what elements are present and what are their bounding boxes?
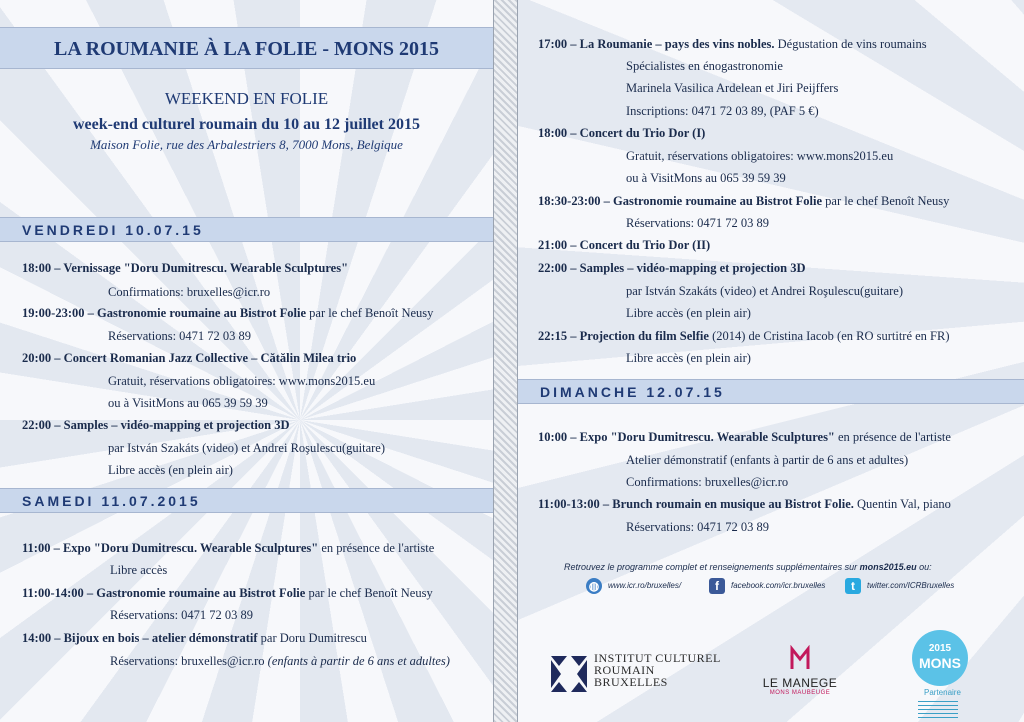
saturday-line-2-detail: Réservations: 0471 72 03 89 <box>110 608 254 622</box>
friday-line-4-detail-b: Libre accès (en plein air) <box>108 463 233 477</box>
facebook-icon: f <box>709 578 725 594</box>
friday-line-2-detail: Réservations: 0471 72 03 89 <box>108 329 252 343</box>
friday-line-3: 20:00 – Concert Romanian Jazz Collective – Cătălin Milea trio <box>22 351 357 365</box>
event-subtitle: week-end culturel roumain du 10 au 12 juillet 2015 <box>73 116 420 133</box>
saturday-line-2: 11:00-14:00 – Gastronomie roumaine au Bistrot Folie par le chef Benoît Neusy <box>22 586 433 600</box>
page-fold-divider <box>493 0 518 722</box>
right-line-6: 22:15 – Projection du film Selfie (2014) de Cristina Iacob (en RO surtitré en FR) <box>538 329 950 343</box>
right-line-3: 18:30-23:00 – Gastronomie roumaine au Bistrot Folie par le chef Benoît Neusy <box>538 194 950 208</box>
sunday-line-1-detail-a: Atelier démonstratif (enfants à partir de 6 ans et adultes) <box>626 453 909 467</box>
saturday-line-3: 14:00 – Bijoux en bois – atelier démonstratif par Doru Dumitrescu <box>22 631 367 645</box>
friday-line-2: 19:00-23:00 – Gastronomie roumaine au Bistrot Folie par le chef Benoît Neusy <box>22 306 434 320</box>
saturday-line-1-detail: Libre accès <box>110 563 168 577</box>
friday-line-4: 22:00 – Samples – vidéo-mapping et projection 3D <box>22 418 290 432</box>
page-title: LA ROUMANIE À LA FOLIE - MONS 2015 <box>0 27 493 69</box>
mons-partner-lines <box>918 700 958 718</box>
right-line-2-detail-b: ou à VisitMons au 065 39 59 39 <box>626 171 786 185</box>
web-link[interactable]: ◍ www.icr.ro/bruxelles/ <box>586 578 681 594</box>
sunday-line-2-detail: Réservations: 0471 72 03 89 <box>626 520 770 534</box>
le-manege-logo: LE MANEGE MONS MAUBEUGE <box>760 645 840 696</box>
sunday-line-2: 11:00-13:00 – Brunch roumain en musique au Bistrot Folie. Quentin Val, piano <box>538 497 951 511</box>
icr-logo-icon <box>549 654 589 694</box>
right-line-5-detail-a: par István Szakáts (video) et Andrei Roşulescu(guitare) <box>626 284 903 298</box>
sunday-line-1: 10:00 – Expo "Doru Dumitrescu. Wearable Sculptures" en présence de l'artiste <box>538 430 951 444</box>
friday-line-4-detail-a: par István Szakáts (video) et Andrei Roşulescu(guitare) <box>108 441 385 455</box>
globe-icon: ◍ <box>586 578 602 594</box>
right-line-3-detail: Réservations: 0471 72 03 89 <box>626 216 770 230</box>
right-line-5-detail-b: Libre accès (en plein air) <box>626 306 751 320</box>
weekend-heading: WEEKEND EN FOLIE <box>164 89 329 108</box>
right-line-6-detail: Libre accès (en plein air) <box>626 351 751 365</box>
twitter-link[interactable]: t twitter.com/ICRBruxelles <box>845 578 954 594</box>
sunday-line-1-detail-b: Confirmations: bruxelles@icr.ro <box>626 475 789 489</box>
twitter-icon: t <box>845 578 861 594</box>
right-line-2: 18:00 – Concert du Trio Dor (I) <box>538 126 706 140</box>
right-line-1-detail-b: Marinela Vasilica Ardelean et Jiri Peijffers <box>626 81 839 95</box>
right-line-1: 17:00 – La Roumanie – pays des vins nobles. Dégustation de vins roumains <box>538 37 927 51</box>
facebook-link[interactable]: f facebook.com/icr.bruxelles <box>709 578 825 594</box>
day-header-friday: VENDREDI 10.07.15 <box>0 217 493 242</box>
right-line-2-detail-a: Gratuit, réservations obligatoires: www.mons2015.eu <box>626 149 894 163</box>
saturday-line-3-detail: Réservations: bruxelles@icr.ro (enfants à partir de 6 ans et adultes) <box>110 654 450 668</box>
right-line-4: 21:00 – Concert du Trio Dor (II) <box>538 238 711 252</box>
footer-note: Retrouvez le programme complet et renseignements supplémentaires sur mons2015.eu ou: <box>564 562 932 572</box>
day-header-saturday: SAMEDI 11.07.2015 <box>0 488 493 513</box>
right-line-1-detail-c: Inscriptions: 0471 72 03 89, (PAF 5 €) <box>626 104 819 118</box>
mons-2015-logo: 2015 MONS <box>912 630 968 686</box>
friday-line-1-detail: Confirmations: bruxelles@icr.ro <box>108 285 271 299</box>
day-header-sunday: DIMANCHE 12.07.15 <box>518 379 1024 404</box>
right-line-5: 22:00 – Samples – vidéo-mapping et projection 3D <box>538 261 806 275</box>
icr-logo-text: INSTITUT CULTUREL ROUMAIN BRUXELLES <box>594 651 721 689</box>
right-line-1-detail-a: Spécialistes en énogastronomie <box>626 59 783 73</box>
mons-partner-label: Partenaire <box>924 688 961 697</box>
friday-line-1: 18:00 – Vernissage "Doru Dumitrescu. Wearable Sculptures" <box>22 261 349 275</box>
venue-address: Maison Folie, rue des Arbalestriers 8, 7000 Mons, Belgique <box>90 137 403 152</box>
manege-mark-icon <box>789 645 811 671</box>
friday-line-3-detail-b: ou à VisitMons au 065 39 59 39 <box>108 396 268 410</box>
friday-line-3-detail-a: Gratuit, réservations obligatoires: www.mons2015.eu <box>108 374 376 388</box>
saturday-line-1: 11:00 – Expo "Doru Dumitrescu. Wearable Sculptures" en présence de l'artiste <box>22 541 435 555</box>
